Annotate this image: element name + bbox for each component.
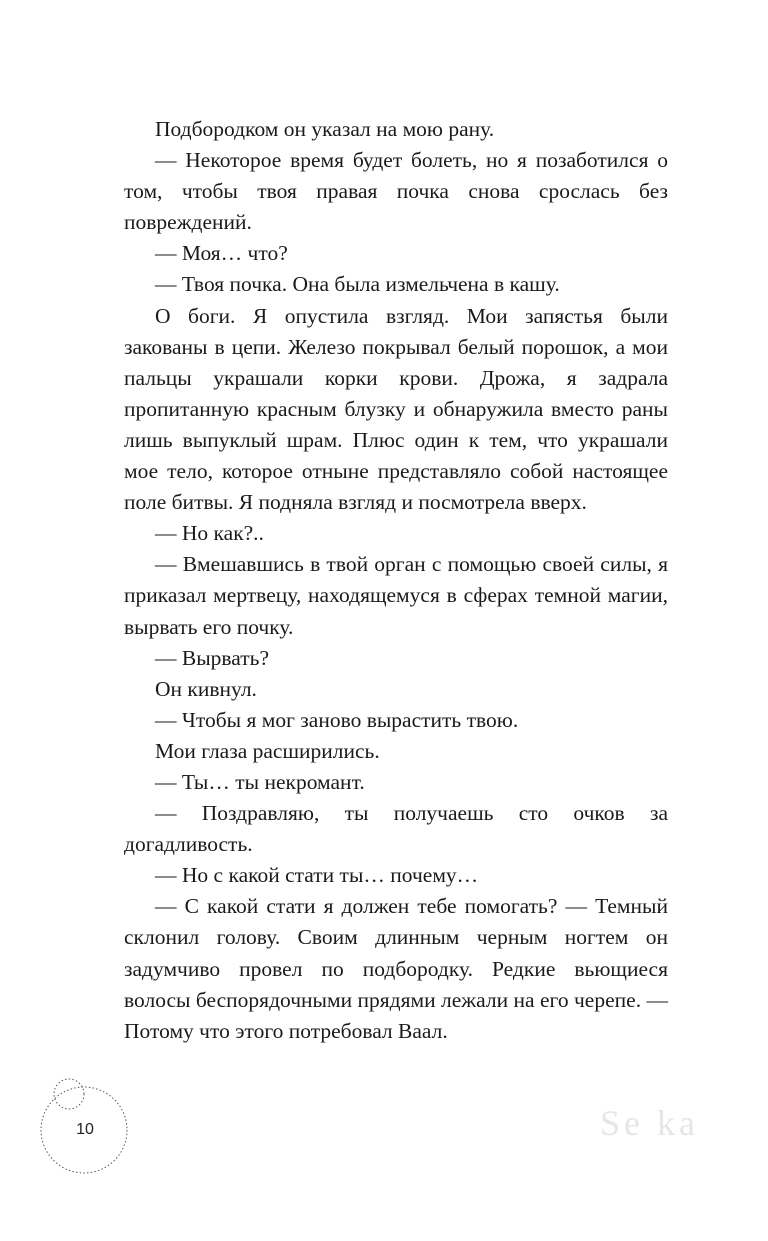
paragraph: — Твоя почка. Она была измельчена в кашу. [155, 272, 560, 297]
paragraph: — Поздравляю, ты получаешь сто очков за догадливость. [124, 801, 668, 857]
paragraph: Подбородком он указал на мою рану. [155, 117, 495, 141]
watermark: Se ka [600, 1103, 699, 1143]
paragraph: — Ты… ты некромант. [155, 769, 365, 794]
paragraph: О боги. Я опустила взгляд. Мои запястья были закованы в цепи. Железо покрывал белый порошок, а мои пальцы украшали корки крови. Дрожа, я задрала пропитанную красным блузку и обнаружила вместо раны лишь выпуклый шрам. Плюс один к тем, что украшали мое тело, которое отныне представляло собой настоящее поле битвы. Я подняла взгляд и посмотрела вверх. [124, 303, 668, 515]
paragraph: — Чтобы я мог заново вырастить твою. [155, 707, 519, 732]
paragraph: — Вырвать? [155, 645, 270, 670]
body-text [124, 114, 668, 1047]
paragraph: — Некоторое время будет болеть, но я позаботился о том, чтобы твоя правая почка снова срослась без повреждений. [124, 148, 668, 235]
page-number: 10 [76, 1121, 94, 1138]
paragraph: — Но с какой стати ты… почему… [155, 863, 479, 888]
paragraph: — Вмешавшись в твой орган с помощью своей силы, я приказал мертвецу, находящемуся в сферах темной магии, вырвать его почку. [124, 552, 668, 639]
paragraph: Мои глаза расширились. [155, 738, 380, 763]
paragraph: — Моя… что? [155, 241, 288, 266]
paragraph: — Но как?.. [155, 521, 264, 546]
paragraph: — С какой стати я должен тебе помогать? — Темный склонил голову. Своим длинным черным ногтем он задумчиво провел по подбородку. Редкие вьющиеся волосы беспорядочными прядями лежали на его черепе. — Потому что этого потребовал Ваал. [124, 894, 668, 1043]
paragraph: Он кивнул. [155, 676, 257, 701]
